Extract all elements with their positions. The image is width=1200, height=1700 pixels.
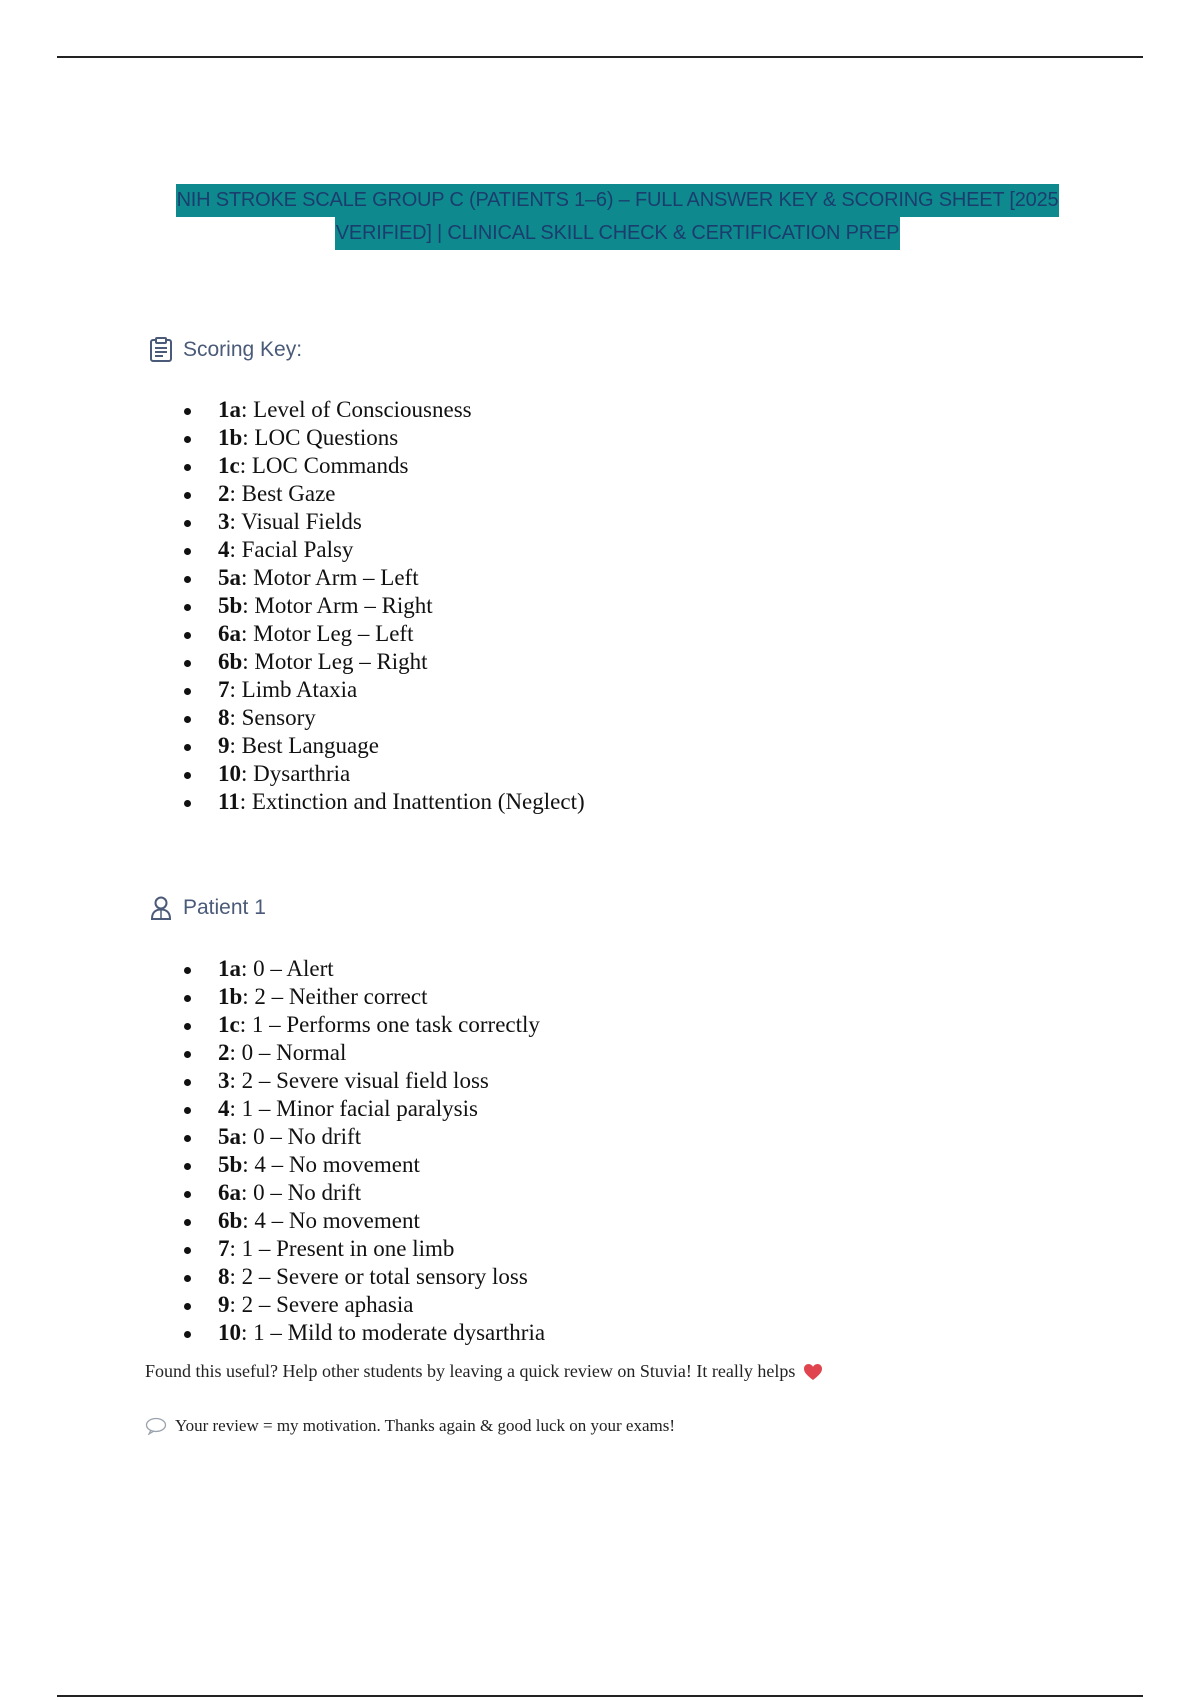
item-text: : Visual Fields <box>229 509 362 534</box>
item-code: 1c <box>218 1012 240 1037</box>
item-code: 7 <box>218 677 230 702</box>
list-item <box>180 1095 545 1123</box>
top-rule <box>57 56 1143 58</box>
review-request <box>145 1361 823 1382</box>
item-text: : Dysarthria <box>241 761 351 786</box>
item-text: : Best Language <box>229 733 379 758</box>
list-item <box>180 676 585 704</box>
list-item <box>180 1123 545 1151</box>
item-code: 4 <box>218 537 230 562</box>
list-item <box>180 1039 545 1067</box>
list-item <box>180 955 545 983</box>
list-item <box>180 536 585 564</box>
item-code: 11 <box>218 789 240 814</box>
heart-icon <box>803 1363 823 1381</box>
list-item <box>180 592 585 620</box>
title-line-1: NIH STROKE SCALE GROUP C (PATIENTS 1–6) – FULL ANSWER KEY & SCORING SHEET [2025 <box>176 184 1060 217</box>
item-code: 3 <box>218 1068 230 1093</box>
list-item <box>180 452 585 480</box>
item-code: 9 <box>218 1292 230 1317</box>
item-code: 10 <box>218 761 241 786</box>
item-code: 5a <box>218 565 241 590</box>
item-code: 9 <box>218 733 230 758</box>
item-text: : 4 – No movement <box>242 1152 420 1177</box>
item-text: : 1 – Minor facial paralysis <box>229 1096 478 1121</box>
item-code: 7 <box>218 1236 230 1261</box>
item-text: : 1 – Mild to moderate dysarthria <box>241 1320 546 1345</box>
item-code: 6b <box>218 649 243 674</box>
item-code: 8 <box>218 705 230 730</box>
item-text: : Sensory <box>229 705 316 730</box>
item-text: : Motor Arm – Right <box>242 593 433 618</box>
item-text: : Facial Palsy <box>229 537 354 562</box>
list-item <box>180 1067 545 1095</box>
list-item <box>180 788 585 816</box>
item-text: : Motor Leg – Left <box>241 621 414 646</box>
item-code: 4 <box>218 1096 230 1121</box>
item-text: : 2 – Severe aphasia <box>229 1292 414 1317</box>
item-text: : 0 – No drift <box>241 1180 362 1205</box>
item-text: : 0 – No drift <box>241 1124 362 1149</box>
title-line-2: VERIFIED] | CLINICAL SKILL CHECK & CERTIFICATION PREP <box>335 217 901 250</box>
list-item <box>180 508 585 536</box>
item-text: : Motor Arm – Left <box>241 565 419 590</box>
bottom-rule <box>57 1695 1143 1697</box>
item-text: : 2 – Neither correct <box>242 984 428 1009</box>
list-item <box>180 1151 545 1179</box>
clipboard-icon <box>149 337 173 363</box>
item-code: 5b <box>218 593 243 618</box>
item-code: 1a <box>218 397 241 422</box>
scoring-key-heading-text: Scoring Key: <box>183 338 303 361</box>
item-code: 1a <box>218 956 241 981</box>
thanks-text: Your review = my motivation. Thanks again & good luck on your exams! <box>175 1416 676 1435</box>
item-code: 6a <box>218 1180 241 1205</box>
list-item <box>180 1319 545 1347</box>
list-item <box>180 983 545 1011</box>
list-item <box>180 1207 545 1235</box>
item-text: : LOC Commands <box>239 453 409 478</box>
list-item <box>180 424 585 452</box>
item-text: : Limb Ataxia <box>229 677 358 702</box>
item-text: : Extinction and Inattention (Neglect) <box>239 789 585 814</box>
patient-1-heading <box>149 895 266 921</box>
item-code: 5a <box>218 1124 241 1149</box>
item-text: : 1 – Performs one task correctly <box>239 1012 540 1037</box>
list-item <box>180 1235 545 1263</box>
scoring-key-list <box>180 396 585 816</box>
item-text: : 2 – Severe or total sensory loss <box>229 1264 528 1289</box>
list-item <box>180 396 585 424</box>
item-text: : Best Gaze <box>229 481 336 506</box>
list-item <box>180 648 585 676</box>
item-code: 1c <box>218 453 240 478</box>
list-item <box>180 1291 545 1319</box>
item-text: : 2 – Severe visual field loss <box>229 1068 489 1093</box>
list-item <box>180 1179 545 1207</box>
list-item <box>180 564 585 592</box>
thanks-line <box>145 1416 675 1436</box>
item-code: 1b <box>218 425 243 450</box>
scoring-key-heading <box>149 337 302 363</box>
item-text: : LOC Questions <box>242 425 399 450</box>
list-item <box>180 480 585 508</box>
item-text: : 4 – No movement <box>242 1208 420 1233</box>
item-code: 8 <box>218 1264 230 1289</box>
item-text: : Motor Leg – Right <box>242 649 428 674</box>
list-item <box>180 732 585 760</box>
item-text: : 0 – Normal <box>229 1040 347 1065</box>
item-code: 3 <box>218 509 230 534</box>
item-code: 1b <box>218 984 243 1009</box>
person-icon <box>149 895 173 921</box>
item-code: 6a <box>218 621 241 646</box>
patient-1-heading-text: Patient 1 <box>183 896 266 919</box>
item-text: : 0 – Alert <box>241 956 334 981</box>
list-item <box>180 1263 545 1291</box>
item-code: 2 <box>218 1040 230 1065</box>
speech-bubble-icon <box>145 1417 167 1435</box>
item-code: 10 <box>218 1320 241 1345</box>
patient-1-list <box>180 955 545 1347</box>
list-item <box>180 760 585 788</box>
document-title <box>130 184 1105 250</box>
item-code: 5b <box>218 1152 243 1177</box>
list-item <box>180 1011 545 1039</box>
item-code: 6b <box>218 1208 243 1233</box>
item-text: : 1 – Present in one limb <box>229 1236 455 1261</box>
list-item <box>180 704 585 732</box>
item-text: : Level of Consciousness <box>241 397 472 422</box>
item-code: 2 <box>218 481 230 506</box>
list-item <box>180 620 585 648</box>
review-request-text: Found this useful? Help other students by leaving a quick review on Stuvia! It really helps <box>145 1361 796 1381</box>
